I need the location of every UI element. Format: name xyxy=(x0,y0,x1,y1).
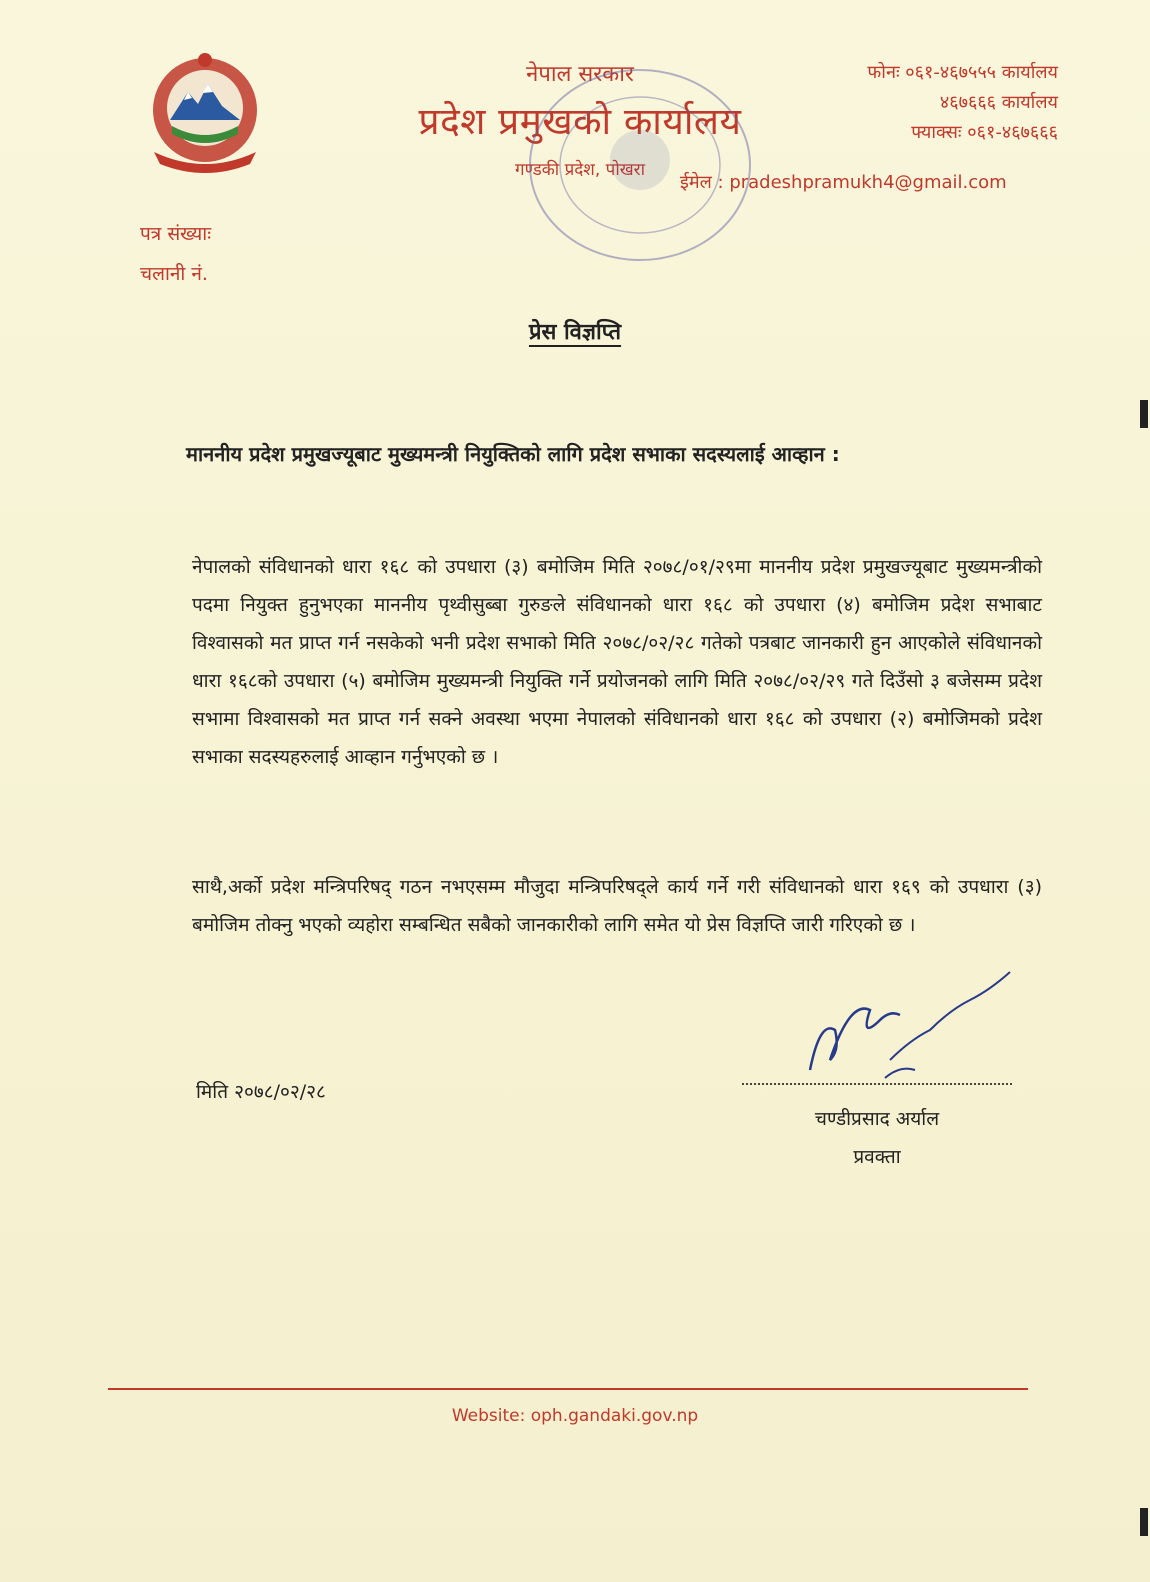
phone-line-1: फोनः ०६१-४६७५५५ कार्यालय xyxy=(867,62,1058,83)
office-address: गण्डकी प्रदेश, पोखरा xyxy=(515,160,645,180)
footer-divider xyxy=(108,1388,1028,1390)
footer-website: Website: oph.gandaki.gov.np xyxy=(451,1406,699,1426)
government-name: नेपाल सरकार xyxy=(526,62,634,87)
letter-number-label: पत्र संख्याः xyxy=(140,223,212,245)
signatory-designation: प्रवक्ता xyxy=(853,1146,901,1168)
title-text: प्रेस विज्ञप्ति xyxy=(528,320,622,345)
paragraph-2: साथै,अर्को प्रदेश मन्त्रिपरिषद् गठन नभएसम्म मौजुदा मन्त्रिपरिषद्ले कार्य गर्ने गरी संविधानको धारा १६९ को उपधारा (३) बमोजिम तोक्नु भएको व्यहोरा सम्बन्धित सबैको जानकारीको लागि समेत यो प्रेस विज्ञप्ति जारी गरिएको छ । xyxy=(192,876,1042,936)
phone-line-2: ४६७६६६ कार्यालय xyxy=(939,92,1058,113)
scan-edge-mark xyxy=(1140,1508,1148,1536)
document-title xyxy=(0,316,1150,346)
office-name: प्रदेश प्रमुखको कार्यालय xyxy=(418,100,742,143)
signatory-name: चण्डीप्रसाद अर्याल xyxy=(814,1108,940,1130)
paragraph-1: नेपालको संविधानको धारा १६८ को उपधारा (३) बमोजिम मिति २०७८/०१/२९मा माननीय प्रदेश प्रमुखज्यूबाट मुख्यमन्त्रीको पदमा नियुक्त हुनुभएका माननीय पृथ्वीसुब्बा गुरुङले संविधानको धारा १६८ को उपधारा (४) बमोजिम प्रदेश सभाबाट विश्वासको मत प्राप्त गर्न नसकेको भनी प्रदेश सभाको मिति २०७८/०२/२८ गतेको पत्रबाट जानकारी हुन आएकोले संविधानको धारा १६८को उपधारा (५) बमोजिम मुख्यमन्त्री नियुक्ति गर्ने प्रयोजनको लागि मिति २०७८/०२/२९ गते दिउँसो ३ बजेसम्म प्रदेश सभामा विश्वासको मत प्राप्त गर्न सक्ने अवस्था भएमा नेपालको संविधानको धारा १६८ को उपधारा (२) बमोजिमको प्रदेश सभाका सदस्यहरुलाई आव्हान गर्नुभएको छ । xyxy=(192,556,1042,768)
contact-block xyxy=(867,58,1058,148)
email-line: ईमेल : pradeshpramukh4@gmail.com xyxy=(680,172,1007,193)
dispatch-number-label: चलानी नं. xyxy=(140,263,208,285)
signature-line xyxy=(742,1083,1012,1085)
reference-block xyxy=(140,214,211,294)
signatory-block xyxy=(742,1100,1012,1176)
fax-line: फ्याक्सः ०६१-४६७६६६ xyxy=(911,122,1058,143)
issue-date: मिति २०७८/०२/२८ xyxy=(196,1081,326,1103)
handwritten-signature-icon xyxy=(740,960,1020,1090)
nepal-emblem-icon xyxy=(140,48,270,178)
office-stamp-icon xyxy=(520,60,760,270)
subject-line: माननीय प्रदेश प्रमुखज्यूबाट मुख्यमन्त्री नियुक्तिको लागि प्रदेश सभाका सदस्यलाई आव्हान : xyxy=(186,442,840,466)
scan-edge-mark xyxy=(1140,400,1148,428)
